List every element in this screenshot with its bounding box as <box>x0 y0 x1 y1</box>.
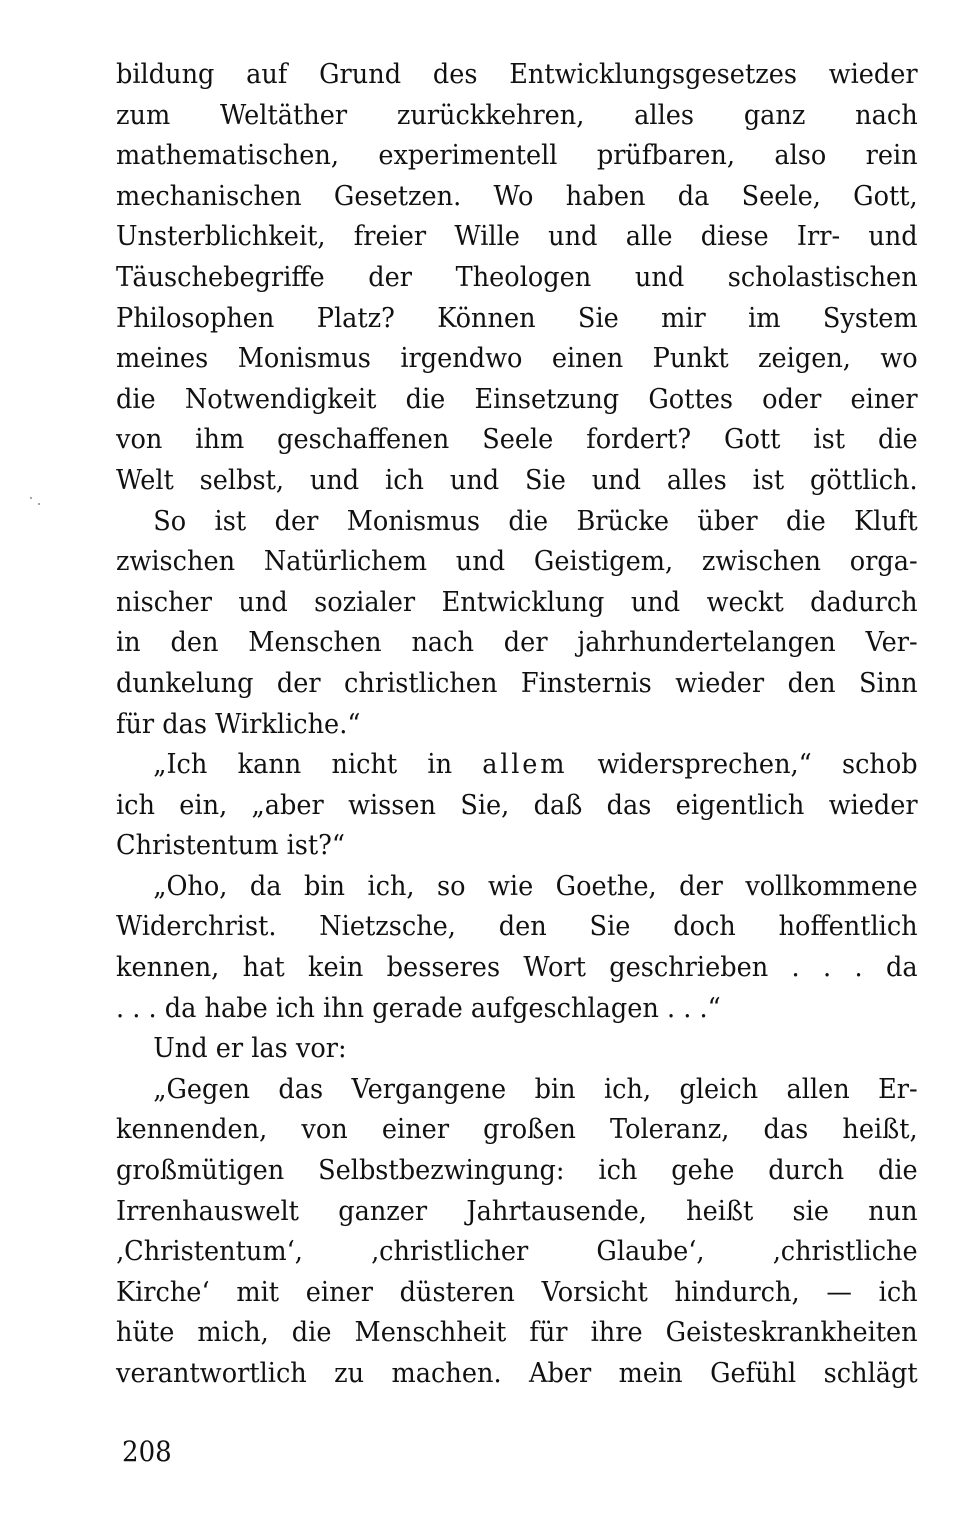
text-line: Welt selbst, und ich und Sie und alles ist göttlich. <box>116 463 918 496</box>
text-line: Philosophen Platz? Können Sie mir im System <box>116 301 918 334</box>
page-number: 208 <box>122 1435 172 1468</box>
text-line: ich ein, „aber wissen Sie, daß das eigentlich wieder <box>116 788 918 821</box>
paragraph-end-line: für das Wirkliche.“ <box>116 707 361 740</box>
scan-speck <box>30 497 32 499</box>
text-line: die Notwendigkeit die Einsetzung Gottes oder einer <box>116 382 918 415</box>
paragraph-end-line: . . . da habe ich ihn gerade aufgeschlagen . . .“ <box>116 991 721 1024</box>
text-line: mathematischen, experimentell prüfbaren, also rein <box>116 139 918 172</box>
paragraph-start-line: „Gegen das Vergangene bin ich, gleich allen Er- <box>153 1072 918 1105</box>
text-line: großmütigen Selbstbezwingung: ich gehe durch die <box>116 1154 918 1187</box>
paragraph-start-line: „Ich kann nicht in allem widersprechen,“ schob <box>153 748 918 781</box>
text-line: von ihm geschaffenen Seele fordert? Gott ist die <box>116 423 918 456</box>
text-line: Kirche‘ mit einer düsteren Vorsicht hindurch, — ich <box>116 1275 918 1308</box>
text-line: zwischen Natürlichem und Geistigem, zwischen orga- <box>116 545 918 578</box>
text-line: Widerchrist. Nietzsche, den Sie doch hoffentlich <box>116 910 918 943</box>
page-body <box>116 54 918 1394</box>
scan-speck <box>38 503 40 505</box>
paragraph-line: Und er las vor: <box>153 1032 347 1065</box>
paragraph-end-line: Christentum ist?“ <box>116 829 345 862</box>
text-line: kennenden, von einer großen Toleranz, das heißt, <box>116 1113 918 1146</box>
text-line: in den Menschen nach der jahrhundertelangen Ver- <box>116 626 918 659</box>
text-line: zum Weltäther zurückkehren, alles ganz nach <box>116 98 918 131</box>
text-line: hüte mich, die Menschheit für ihre Geisteskrankheiten <box>116 1316 918 1349</box>
text-line: meines Monismus irgendwo einen Punkt zeigen, wo <box>116 342 918 375</box>
paragraph-start-line: „Oho, da bin ich, so wie Goethe, der vollkommene <box>153 869 918 902</box>
text-line: dunkelung der christlichen Finsternis wieder den Sinn <box>116 666 918 699</box>
text-line: nischer und sozialer Entwicklung und weckt dadurch <box>116 585 918 618</box>
text-line: Täuschebegriffe der Theologen und scholastischen <box>116 260 918 293</box>
text-line: verantwortlich zu machen. Aber mein Gefühl schlägt <box>116 1357 918 1389</box>
text-line: bildung auf Grund des Entwicklungsgesetzes wieder <box>116 58 918 90</box>
text-line: Unsterblichkeit, freier Wille und alle diese Irr- und <box>116 220 918 253</box>
text-line: kennen, hat kein besseres Wort geschrieben . . . da <box>116 951 918 984</box>
text-line: ‚Christentum‘, ‚christlicher Glaube‘, ‚christliche <box>116 1235 918 1268</box>
text-line: mechanischen Gesetzen. Wo haben da Seele, Gott, <box>116 179 918 212</box>
emphasized-word: allem <box>482 748 568 781</box>
paragraph-start-line: So ist der Monismus die Brücke über die Kluft <box>153 504 918 537</box>
text-line: Irrenhauswelt ganzer Jahrtausende, heißt sie nun <box>116 1194 918 1227</box>
